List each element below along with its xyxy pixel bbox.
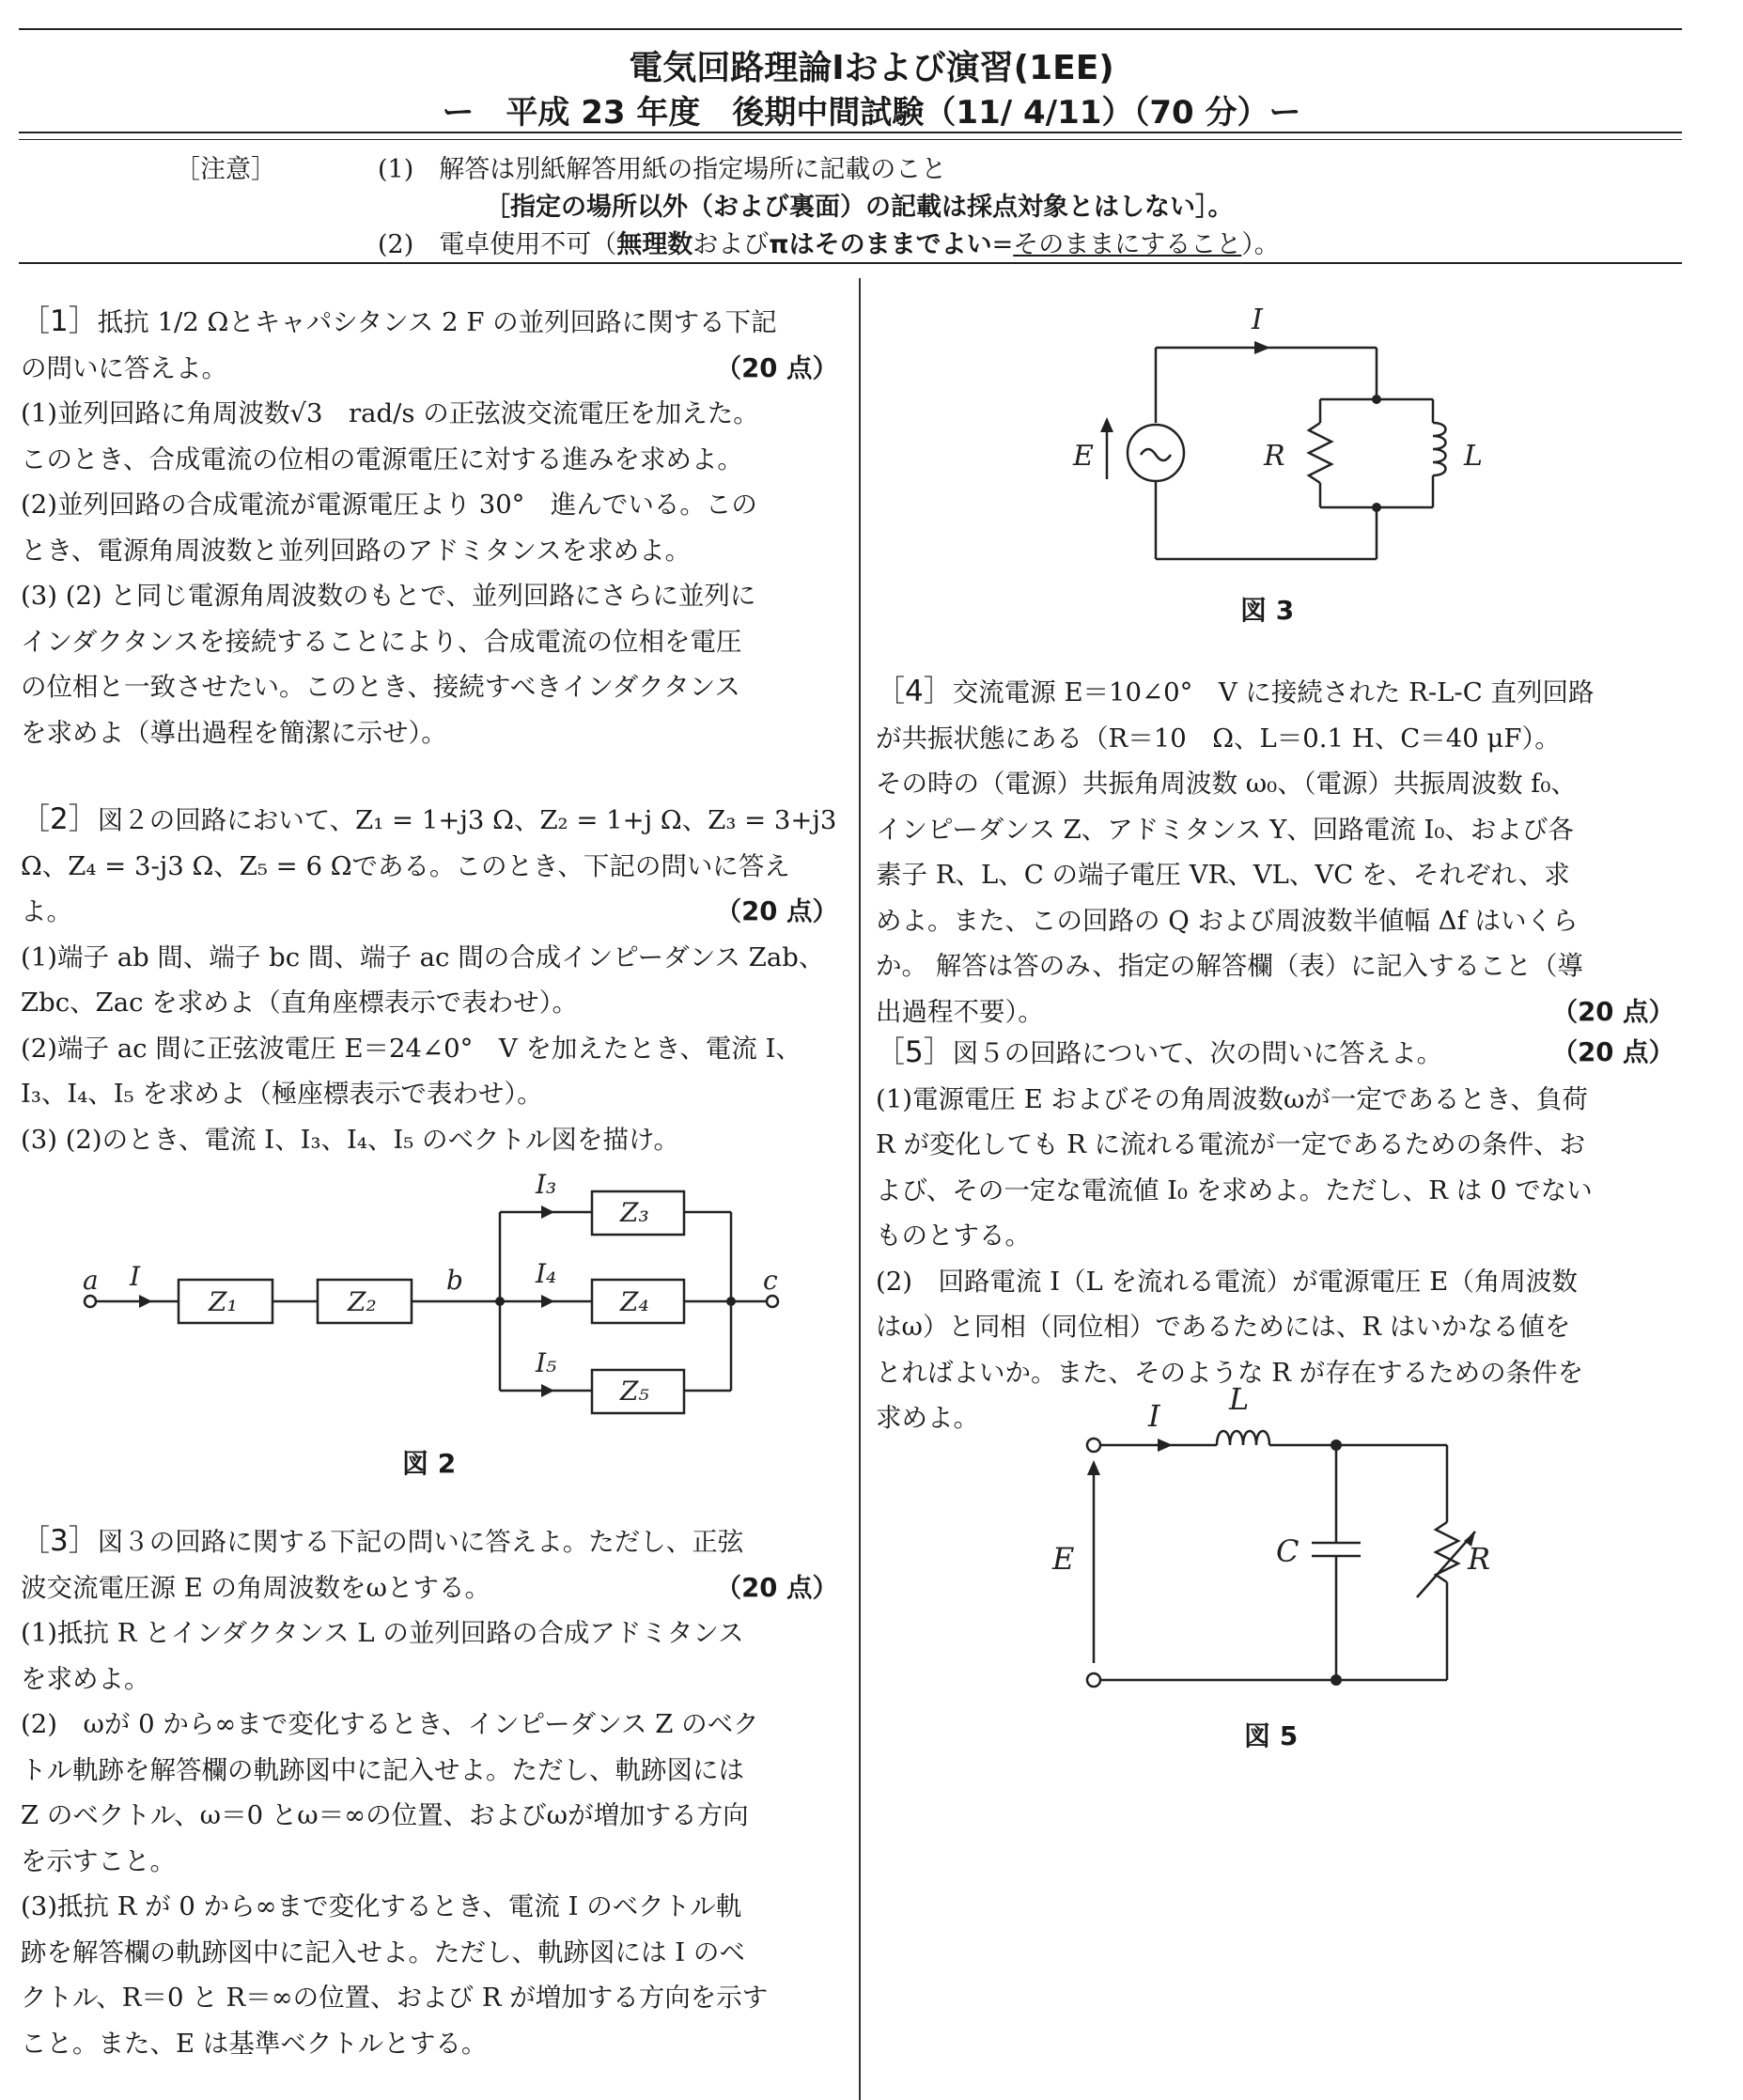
question-5 [876, 1030, 1674, 1441]
q3-line-5: トル軌跡を解答欄の軌跡図中に記入せよ。ただし、軌跡図には [21, 1754, 744, 1785]
fig5-label-L: L [1229, 1381, 1250, 1417]
q3-line-7: を示すこと。 [21, 1845, 176, 1876]
q5-line-2: R が変化しても R に流れる電流が一定であるための条件、お [876, 1129, 1586, 1159]
figure-2-circuit [66, 1165, 799, 1447]
figure-5-caption: 図 5 [1244, 1720, 1299, 1751]
q5-line-5: (2) 回路電流 I（L を流れる電流）が電源電圧 E（角周波数 [876, 1266, 1578, 1297]
fig5-label-I: I [1148, 1398, 1160, 1434]
exam-title: 電気回路理論Ⅰおよび演習(1EE) [629, 49, 1114, 87]
q1-line-3: このとき、合成電流の位相の電源電圧に対する進みを求めよ。 [21, 443, 743, 474]
q5-line-4: ものとする。 [876, 1221, 1031, 1251]
fig5-label-C: C [1276, 1533, 1299, 1569]
q1-line-6: (3) (2) と同じ電源角周波数のもとで、並列回路にさらに並列に [21, 581, 756, 611]
q3-line-10: クトル、R＝0 と R＝∞の位置、および R が増加する方向を示す [21, 1983, 769, 2013]
fig5-label-E: E [1052, 1541, 1075, 1577]
q5-line-6: はω）と同相（同位相）であるためには、R はいかなる値を [876, 1312, 1571, 1342]
question-4 [876, 669, 1674, 1034]
q3-line-8: (3)抵抗 R が 0 から∞まで変化するとき、電流 I のベクトル軌 [21, 1891, 742, 1921]
figure-2-caption: 図 2 [402, 1448, 457, 1479]
q5-line-1: (1)電源電圧 E およびその角周波数ωが一定であるとき、負荷 [876, 1083, 1588, 1114]
fig2-label-Z5: Z₅ [620, 1376, 649, 1407]
q2-line-0: ［2］図２の回路において、Z₁ = 1+j3 Ω、Z₂ = 1+j Ω、Z₃ = 3+j3 [21, 802, 837, 836]
q1-line-7: インダクタンスを接続することにより、合成電流の位相を電圧 [21, 626, 742, 657]
q3-line-6: Z のベクトル、ω＝0 とω＝∞の位置、およびωが増加する方向 [21, 1800, 749, 1830]
fig3-label-L: L [1464, 440, 1483, 473]
fig2-label-Z2: Z₂ [348, 1286, 377, 1317]
q1-line-0: ［1］抵抗 1/2 Ωとキャパシタンス 2 F の並列回路に関する下記 [21, 304, 777, 338]
q2-line-3: (1)端子 ab 間、端子 bc 間、端子 ac 間の合成インピーダンス Zab、 [21, 941, 825, 972]
fig2-label-I: I [130, 1261, 141, 1292]
q4-line-2: その時の（電源）共振角周波数 ω₀、（電源）共振周波数 f₀、 [876, 769, 1577, 799]
q2-line-7: (3) (2)のとき、電流 I、I₃、I₄、I₅ のベクトル図を描け。 [21, 1124, 679, 1155]
q2-line-5: (2)端子 ac 間に正弦波電圧 E＝24∠0° V を加えたとき、電流 I、 [21, 1033, 801, 1064]
notice-label: ［注意］ [175, 155, 276, 184]
notice-item-2: (2) 電卓使用不可（無理数およびπはそのままでよい=そのままにすること）。 [378, 230, 1280, 259]
figure-3-circuit [1052, 291, 1503, 573]
fig2-label-Z1: Z₁ [209, 1286, 238, 1317]
q4-line-6: か。 解答は答のみ、指定の解答欄（表）に記入すること（導 [876, 951, 1583, 981]
fig3-label-R: R [1264, 440, 1285, 473]
fig2-label-Z3: Z₃ [620, 1197, 649, 1228]
q1-line-2: (1)並列回路に角周波数√3 rad/s の正弦波交流電圧を加えた。 [21, 398, 759, 428]
q3-line-11: こと。また、E は基準ベクトルとする。 [21, 2028, 488, 2059]
fig3-label-E: E [1073, 440, 1094, 473]
top-rule [19, 28, 1682, 30]
q4-line-4: 素子 R、L、C の端子電圧 VR、VL、VC を、それぞれ、求 [876, 860, 1570, 890]
q5-line-0: ［5］図５の回路について、次の問いに答えよ。 （20 点） [876, 1035, 1674, 1069]
fig2-label-b: b [446, 1265, 463, 1296]
q1-line-9: を求めよ（導出過程を簡潔に示せ）。 [21, 717, 447, 748]
exam-subtitle: ー 平成 23 年度 後期中間試験（11/ 4/11）（70 分）ー [442, 94, 1301, 132]
notice-item-1: (1) 解答は別紙解答用紙の指定場所に記載のこと [378, 155, 947, 184]
q4-line-3: インピーダンス Z、アドミタンス Y、回路電流 I₀、および各 [876, 814, 1574, 845]
q3-line-9: 跡を解答欄の軌跡図中に記入せよ。ただし、軌跡図には I のベ [21, 1937, 745, 1968]
q4-line-0: ［4］交流電源 E＝10∠0° V に接続された R-L-C 直列回路 [876, 675, 1595, 708]
q1-line-5: とき、電源角周波数と並列回路のアドミタンスを求めよ。 [21, 535, 692, 566]
q2-line-4: Zbc、Zac を求めよ（直角座標表示で表わせ）。 [21, 988, 579, 1018]
q2-line-1: Ω、Z₄ = 3-j3 Ω、Z₅ = 6 Ωである。このとき、下記の問いに答え [21, 850, 790, 881]
q4-line-1: が共振状態にある（R＝10 Ω、L＝0.1 H、C＝40 μF）。 [876, 723, 1561, 754]
fig3-label-I: I [1252, 303, 1263, 336]
fig5-label-R: R [1468, 1541, 1491, 1577]
title-rule-1 [19, 132, 1682, 133]
figure-3-caption: 図 3 [1240, 595, 1295, 626]
fig2-label-a: a [83, 1265, 99, 1296]
question-2 [21, 797, 838, 1162]
q2-line-6: I₃、I₄、I₅ を求めよ（極座標表示で表わせ）。 [21, 1079, 543, 1109]
q1-line-1: の問いに答えよ。 （20 点） [21, 352, 838, 383]
q4-line-5: めよ。また、この回路の Q および周波数半値幅 Δf はいくら [876, 905, 1579, 936]
fig2-label-I3: I₃ [536, 1169, 557, 1200]
column-divider [859, 278, 861, 2100]
q2-line-2: よ。 （20 点） [21, 896, 838, 926]
q5-line-3: よび、その一定な電流値 I₀ を求めよ。ただし、R は 0 でない [876, 1174, 1593, 1206]
q3-line-3: を求めよ。 [21, 1663, 150, 1694]
figure-5-circuit [1034, 1381, 1522, 1701]
q1-line-8: の位相と一致させたい。このとき、接続すべきインダクタンス [21, 672, 740, 702]
notice-item-1b: ［指定の場所以外（および裏面）の記載は採点対象とはしない］。 [485, 193, 1234, 222]
question-1 [21, 299, 838, 755]
q5-line-8: 求めよ。 [876, 1403, 979, 1433]
q5-line-7: とればよいか。また、そのような R が存在するための条件を [876, 1357, 1584, 1388]
fig2-label-I4: I₄ [536, 1258, 557, 1289]
q3-line-4: (2) ωが 0 から∞まで変化するとき、インピーダンス Z のベク [21, 1709, 759, 1739]
q3-line-0: ［3］図３の回路に関する下記の問いに答えよ。ただし、正弦 [21, 1524, 744, 1558]
title-rule-2 [19, 139, 1682, 140]
question-3 [21, 1518, 838, 2066]
fig2-label-I5: I₅ [536, 1347, 557, 1378]
q3-line-1: 波交流電圧源 E の角周波数をωとする。 （20 点） [21, 1572, 838, 1603]
q3-line-2: (1)抵抗 R とインダクタンス L の並列回路の合成アドミタンス [21, 1618, 744, 1648]
q1-line-4: (2)並列回路の合成電流が電源電圧より 30° 進んでいる。この [21, 490, 757, 520]
fig2-label-Z4: Z₄ [620, 1286, 649, 1317]
fig2-label-c: c [763, 1265, 778, 1296]
q4-line-7: 出過程不要）。 （20 点） [876, 996, 1674, 1027]
notice-rule [19, 262, 1682, 264]
